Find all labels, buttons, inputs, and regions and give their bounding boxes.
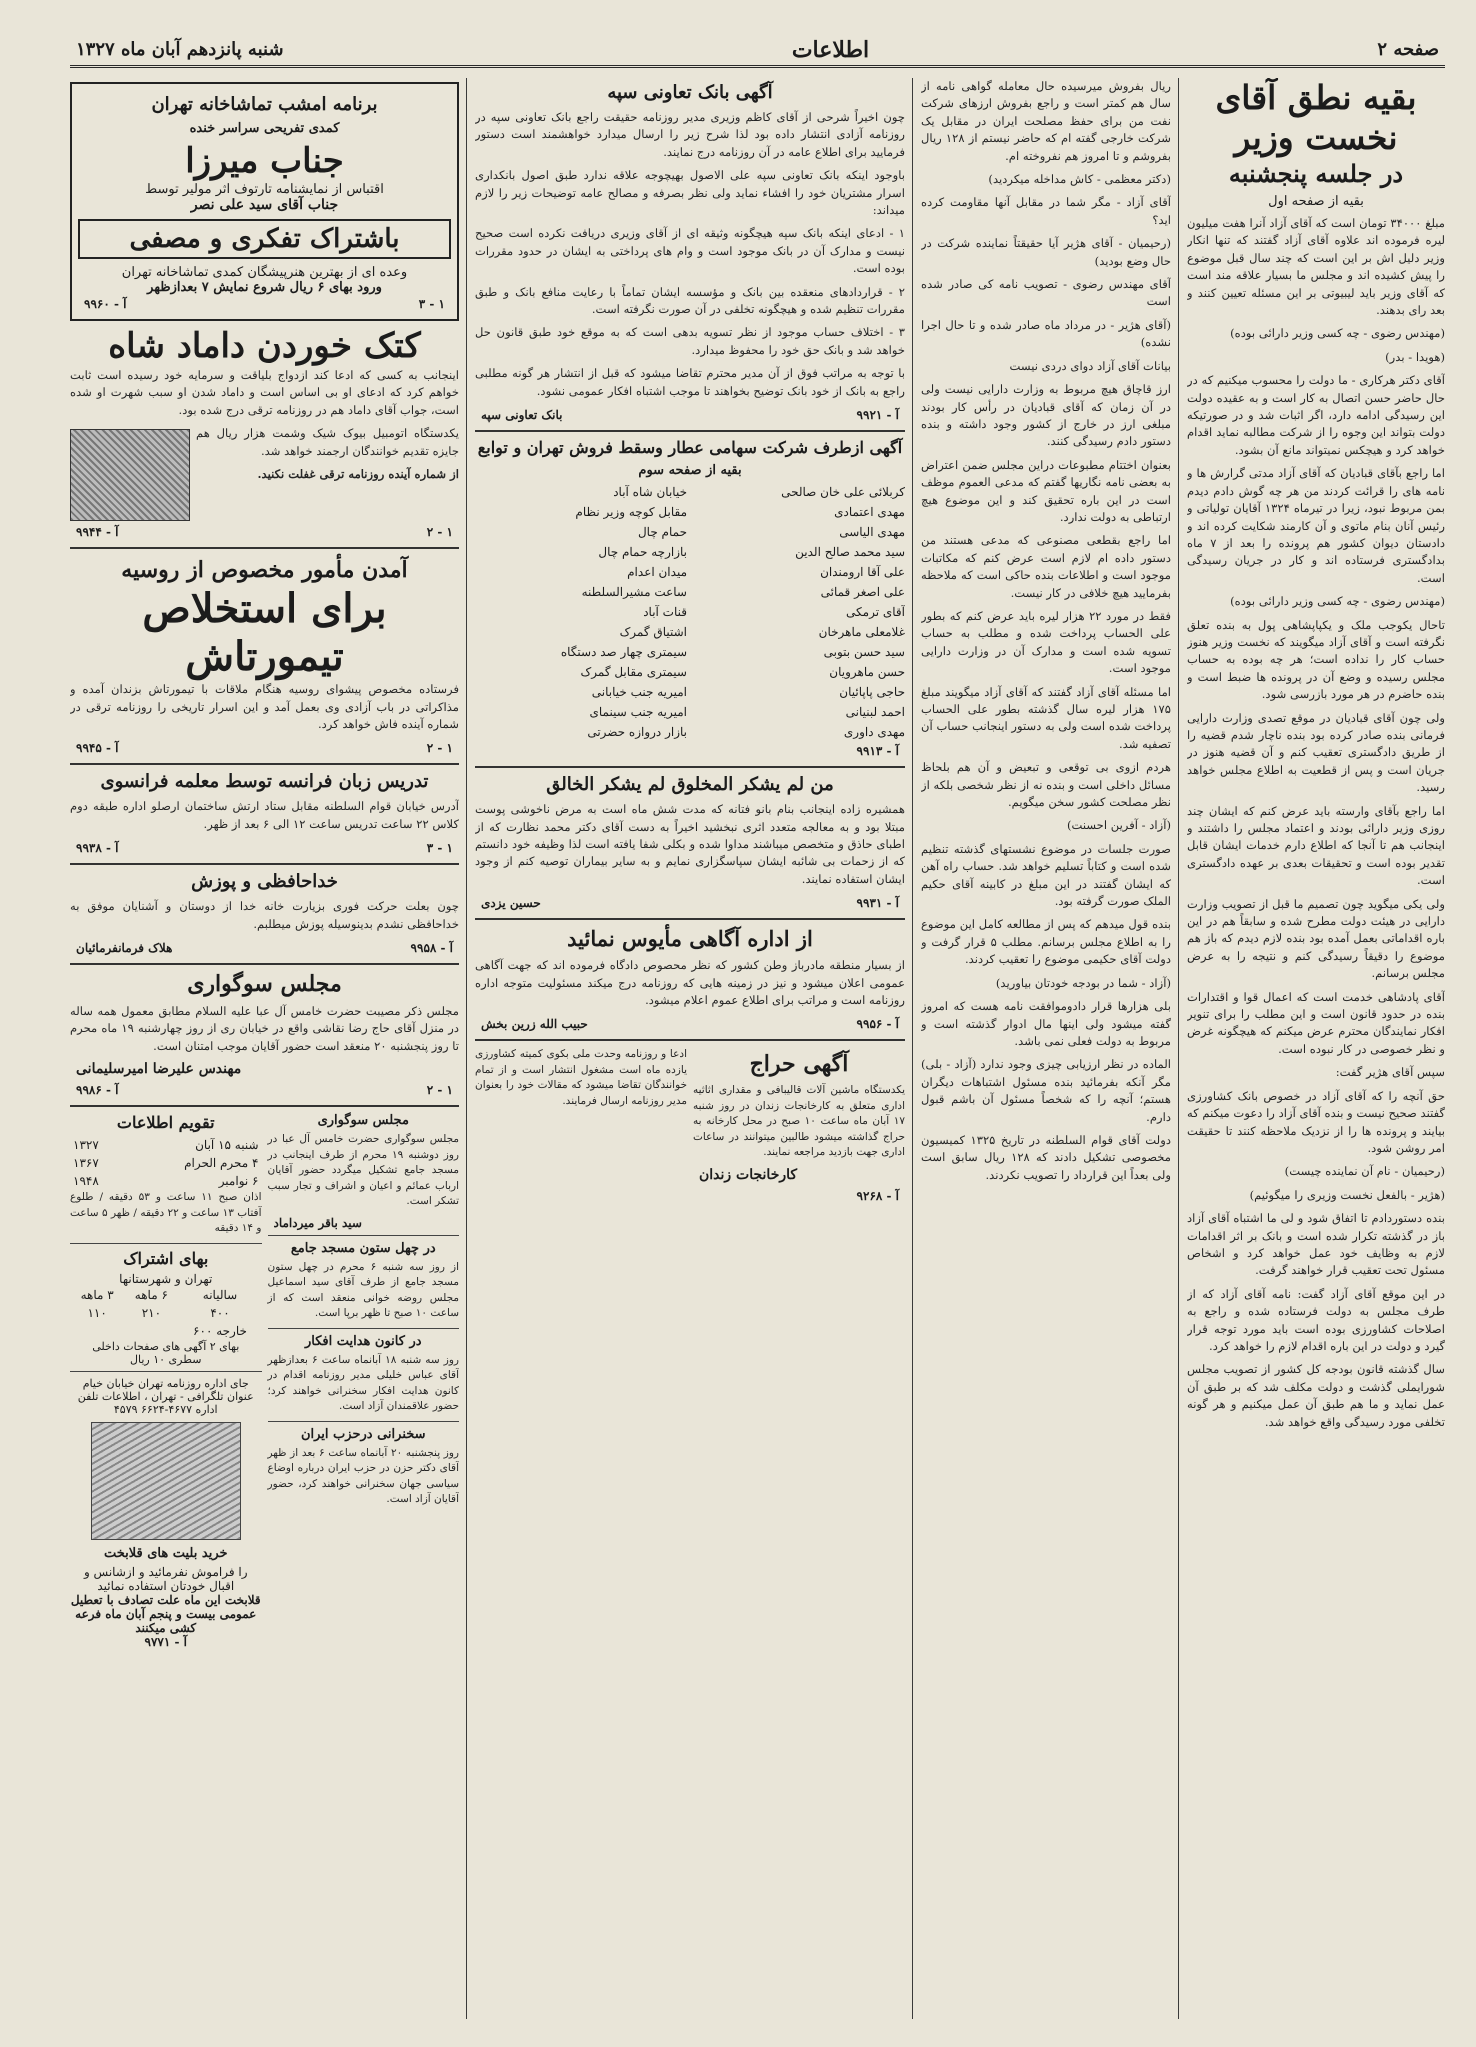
ticket-text: را فراموش نفرمائید و ازشانس و اقبال خودتان استفاده نمائید <box>83 1564 248 1593</box>
theater-ad-footer <box>78 295 451 313</box>
list-item: احمد لبنیانی <box>845 705 905 720</box>
shah-son-in-law-text3: از شماره آینده روزنامه ترقی غفلت نکنید. <box>257 467 459 482</box>
divider <box>70 1105 459 1107</box>
farewell-footer <box>70 939 459 957</box>
paragraph: ۲ - قراردادهای منعقده بین بانک و مؤسسه ایشان تماماً با رعایت منافع بانک و طبق مقررات تنظیم شده و هیچگونه تخلفی در آن صورت نگرفته است. <box>475 284 905 317</box>
newspaper-notice <box>475 1047 687 1205</box>
ad-code-left: ۱ - ۲ <box>426 1083 453 1098</box>
attar-ad-footer <box>475 742 905 760</box>
ad-code: آ - ۹۹۸۶ <box>76 1083 119 1098</box>
teymourtash-footer <box>70 739 459 757</box>
list-item: علی آقا ارومندان <box>820 565 905 580</box>
paragraph: چون اخیراً شرحی از آقای کاظم وزیری مدیر روزنامه حقیقت راجع بانک تعاونی سپه در روزنامه آزادی انتشار داده بود لذا شرح زیر را ارسال میدارد خواهشمند است دستور فرمایید برای اطلاع عامه در آن روزنامه درج نمایند. <box>475 110 905 159</box>
calendar-cell: شنبه ۱۵ آبان <box>195 1138 259 1153</box>
paragraph: بیانات آقای آزاد دوای دردی نیست <box>1009 358 1171 373</box>
ad-code: آ - ۹۹۶۰ <box>84 297 127 311</box>
mourning2-title: مجلس سوگواری <box>317 1113 409 1129</box>
list-item: مهدی داوری <box>843 725 905 740</box>
paragraph: (آقای هژیر - در مرداد ماه صادر شده و تا حال اجرا نشده) <box>921 317 1171 350</box>
divider <box>268 1235 460 1236</box>
column-speech-continued <box>921 78 1171 2019</box>
paragraph: آقای آزاد - مگر شما در مقابل آنها مقاومت کرده اید؟ <box>921 195 1171 227</box>
theater-ad-line2: جناب آقای سید علی نصر <box>190 197 339 213</box>
paragraph: سال گذشته قانون بودجه کل کشور از تصویب مجلس شورایملی گذشت و دولت مکلف شد که بر طبق آن عمل نماید و ما هم طبق آن عمل میکنیم و هر گونه تخلفی مورد رسیدگی واقع خواهد شد. <box>1187 1362 1445 1429</box>
mosque-text: از روز سه شنبه ۶ محرم در چهل ستون مسجد جامع از طرف آقای سید اسماعیل مجلس روضه خوانی منعقد است که از ساعت ۱۰ صبح تا ظهر برپا است. <box>267 1260 459 1320</box>
farewell-text: چون بعلت حرکت فوری بزیارت خانه خدا از دوستان و آشنایان موفق به خداحافظی نشدم بدینوسیله پوزش میطلبم. <box>70 899 459 931</box>
shah-ad-footer <box>70 523 459 541</box>
paragraph: بنده دستوردادم تا اتفاق شود و لی ما اشتباه آقای آزاد باز در گذشته تکرار شده است و بانک بر اثر اقدامات لازم به وظایف خود عمل خواهد کرد و اشخاص مسئول تحت تعقیب قرار خواهند گرفت. <box>1187 1211 1445 1278</box>
newspaper-notice-text: ادعا و روزنامه وحدت ملی بکوی کمیته کشاورزی یازده ماه است مشغول انتشار است و از تمام خوانندگان تقاضا میشود که مقالات خود را بعنوان مدیر روزنامه ارسال فرمایند. <box>475 1048 687 1107</box>
french-class-title: تدریس زبان فرانسه توسط معلمه فرانسوی <box>100 771 429 793</box>
calendar-extra: اذان صبح ۱۱ ساعت و ۵۳ دقیقه / طلوع آفتاب ۱۳ ساعت و ۲۲ دقیقه / ظهر ۵ ساعت و ۱۴ دقیقه <box>70 1191 262 1235</box>
price-header-cell: ۳ ماهه <box>80 1287 114 1302</box>
paragraph: ارز قاچاق هیچ مربوط به وزارت دارایی نیست ولی در آن زمان که آقای قبادیان در رأس کار بودند مبلغی ارز در خارج از کشور وجود داشته و بنده دستور دادم رسیدگی کنند. <box>921 382 1171 449</box>
paragraph: ولی چون آقای قبادیان در موقع تصدی وزارت دارایی فرمانی بنده صادر کرده بود بنده ناچار شدم قضیه را از طریق دادگستری تعقیب کنم و آن قضیه هنوز در جریان است و پس از قطعیت به اطلاع مجلس خواهد رسید. <box>1187 710 1445 795</box>
calendar-row <box>70 1172 262 1190</box>
list-item: کربلائی علی خان صالحی <box>781 485 905 500</box>
ad-code: آ - ۹۹۵۸ <box>410 941 453 956</box>
divider <box>268 1328 460 1329</box>
column-ads <box>70 78 459 2019</box>
ad-code: آ - ۹۹۳۸ <box>76 841 119 856</box>
calendar-cell: ۴ محرم الحرام <box>184 1156 259 1171</box>
theater-ad-line1: اقتباس از نمایشنامه تارتوف اثر مولیر توسط <box>145 182 384 197</box>
column-notices <box>475 78 905 2019</box>
teymourtash-text: فرستاده مخصوص پیشوای روسیه هنگام ملاقات با تیمورتاش بزندان آمده و مذاکراتی در باب آزادی وی بعمل آمد و این اسرار تاریخی را روزنامه ترقی در شماره آینده فاش خواهد کرد. <box>70 682 459 732</box>
list-item: غلامعلی ماهرخان <box>818 625 905 640</box>
issue-date: شنبه پانزدهم آبان ماه ۱۳۲۷ <box>76 39 284 60</box>
list-item: مهدی الیاسی <box>839 525 905 540</box>
price-cell: ۱۱۰ <box>87 1305 107 1320</box>
divider <box>475 1039 905 1041</box>
list-item: مهدی اعتمادی <box>834 505 905 520</box>
list-item: حاجی پاپائیان <box>839 685 905 700</box>
price-cell: ۴۰۰ <box>210 1305 230 1320</box>
paragraph: با توجه به مراتب فوق از آن مدیر محترم تقاضا میشود که قبل از انتشار هر گونه مطلبی راجع به بانک از خود بانک توضیح بخواهند تا موجب اشتباه افکار عمومی نشود. <box>475 366 905 398</box>
paragraph: سپس آقای هژیر گفت: <box>1335 1065 1445 1080</box>
column-divider <box>1178 78 1179 2019</box>
divider <box>475 766 905 768</box>
police-ad-footer <box>475 1015 905 1033</box>
list-item: امیریه جنب سینمای <box>589 705 687 720</box>
paragraph: اما مسئله آقای آزاد گفتند که آقای آزاد میگویند مبلغ ۱۷۵ هزار لیره سال گذشته بطور علی الحساب پرداخت شده است ولی به دستور اینجانب حساب آن تصفیه شد. <box>921 684 1171 751</box>
mourning-text: مجلس ذکر مصیبت حضرت خامس آل عبا علیه السلام مطابق معمول همه ساله در منزل آقای حاج رضا نقاشی واقع در خیابان ری از روز چهارشنبه ۱۹ ماه محرم تا روز پنجشنبه ۲۰ منعقد است حضور آقایان موجب امتنان است. <box>70 1004 459 1053</box>
auction-ad <box>693 1047 905 1205</box>
bottom-ads-right <box>268 1113 460 1649</box>
paragraph: (دکتر معظمی - کاش مداخله میکردید) <box>988 172 1171 187</box>
paragraph: دولت آقای قوام السلطنه در تاریخ ۱۳۲۵ کمیسیون مخصوصی تشکیل دادند که ۱۲۸ ریال سابق است ولی بعداً این قرارداد را تصویب نکردند. <box>921 1132 1171 1182</box>
price-note: بهای ۲ آگهی های صفحات داخلی <box>92 1339 240 1353</box>
ad-code-left: ۱ - ۲ <box>426 741 453 756</box>
russia-envoy-headline: آمدن مأمور مخصوص از روسیه <box>121 557 408 584</box>
paragraph: بنده قول میدهم که پس از مطالعه کامل این موضوع را به اطلاع مجلس برسانم. مطلب ۵ قرار گرفت و دولت آقای حکیمی موضوع را تعقیب کردند. <box>921 917 1171 967</box>
shah-son-in-law-text: اینجانب به کسی که ادعا کند ازدواج بلیاقت و سرمایه خود رسیده است ثابت خواهم کرد که ادعای او بی اساس است و داماد شدن او سبب شهرت او شده است، جواب آقای داماد هم در روزنامه ترقی درج شده بود. <box>70 368 459 417</box>
paragraph: باوجود اینکه بانک تعاونی سپه علی الاصول بهیچوجه علاقه ندارد طبق اصول بانکداری اسرار مشتریان خود را افشاء نماید ولی نظر بصرفه و مصالح عامه توضیحات زیر را لازم میداند: <box>475 168 905 218</box>
paragraph: فقط در مورد ۲۲ هزار لیره باید عرض کنم که بطور علی الحساب پرداخت شده و مطلب به حساب تسویه شده است و مدارک آن در وزارت دارایی موجود است. <box>921 608 1171 676</box>
paper-name: اطلاعات <box>791 36 870 63</box>
auction-ad-footer <box>693 1187 905 1205</box>
speech-subhead: در جلسه پنجشنبه <box>1228 159 1404 188</box>
list-item: سید محمد صالح الدین <box>795 545 905 560</box>
list-item: آقای ترمکی <box>846 605 905 620</box>
ad-code-left: ۱ - ۳ <box>426 841 453 856</box>
list-item: حسن ماهرویان <box>829 665 905 680</box>
theater-ad-line4: ورود بهای ۶ ریال شروع نمایش ۷ بعدازظهر <box>147 280 382 295</box>
ticket-code: آ - ۹۷۷۱ <box>144 1634 187 1649</box>
lecture-title: سخنرانی درحزب ایران <box>300 1426 426 1442</box>
paragraph: (هژیر - بالفعل نخست وزیری را میگوئیم) <box>1249 1187 1445 1202</box>
list-item: حمام چال <box>637 525 687 540</box>
paragraph: آقای پادشاهی خدمت است که اعمال قوا و اقتدارات بنده در حدود قانون است و این مطلب را برای تنویر افکار نمایندگان محترم عرض میکنم که هیچگونه غرض و نظر خصوصی در کار نبوده است. <box>1187 989 1445 1056</box>
calendar-row <box>70 1154 262 1172</box>
list-item: سید حسن بتوبی <box>823 645 905 660</box>
calendar-cell: ۱۹۴۸ <box>73 1174 99 1189</box>
paragraph: هردم ازوی بی توقعی و تبعیض و آن هم بلحاظ مسائل داخلی است و بنده نه از نظر شخصی بلکه از نظر مصلحت کشور سخن میگویم. <box>921 760 1171 810</box>
ad-code: آ - ۹۹۴۵ <box>76 741 119 756</box>
paragraph: اما راجع بآقای وارسته باید عرض کنم که ایشان چند روزی وزیر دارائی بودند و اعتماد مجلس را داشتند و اینجانب هم تا آنجا که اطلاع دارم خدمات ایشان قابل تقدیر بوده است و تحقیقات بعدی بر عهده دادگستری است. <box>1187 803 1445 888</box>
french-class-text: آدرس خیابان قوام السلطنه مقابل ستاد ارتش ساختمان ارصلو اداره طبقه دوم کلاس ۲۲ ساعت تدریس ساعت ۱۲ الی ۶ بعد از ظهر. <box>70 799 459 831</box>
paragraph: (رحیمیان - آقای هژیر آیا حقیقتاً نماینده شرکت در حال وضع بودید) <box>921 236 1171 268</box>
calendar-cell: ۱۳۶۷ <box>73 1156 99 1171</box>
divider <box>475 430 905 432</box>
theater-ad-banner: باشتراک تفکری و مصفی <box>78 219 451 259</box>
paragraph: ۳ - اختلاف حساب موجود از نظر تسویه بدهی است که به موقع خود طبق قانون حل خواهد شد و بانک حق خود را محفوظ میدارد. <box>475 325 905 357</box>
paragraph: (مهندس رضوی - چه کسی وزیر دارائی بوده) <box>1230 326 1445 341</box>
divider <box>70 1371 262 1372</box>
paragraph: صورت جلسات در موضوع نشستهای گذشته تنظیم شده است و کتاباً تسلیم خواهد شد. حساب راه آهن که ایشان گفتند در این مبلغ در کابینه آقای حکیم الملک صورت گرفته بود. <box>921 841 1171 909</box>
price-title: بهای اشتراک <box>123 1248 209 1268</box>
paragraph: ۱ - ادعای اینکه بانک سپه هیچگونه وثیقه ای از آقای وزیری دریافت نکرده است صحیح نیست و مدارک آن در بانک موجود است و وام های پرداختی به ایشان در حدود مقررات بوده است. <box>475 226 905 276</box>
price-note2: سطری ۱۰ ریال <box>130 1352 202 1366</box>
divider <box>70 1243 262 1244</box>
price-cell <box>124 1322 178 1340</box>
paragraph: در این موقع آقای آزاد گفت: نامه آقای آزاد که از طرف مجلس به دولت فرستاده شده و راجع به اصلاحات کشاورزی بوده است باید مورد توجه قرار گیرد و دولت در این باره اقدام لازم را خواهد کرد. <box>1187 1286 1445 1353</box>
paragraph: ولی یکی میگوید چون تصمیم ما قبل از تصویب وزارت دارایی در هیئت دولت مطرح شده و سابقاً هم در این باره اقداماتی بعمل آمده بود بنده لازم دیدم که باز هم موضوع را دقیقاً رسیدگی کنم و نتیجه را به عرض مجلس برسانم. <box>1187 896 1445 981</box>
paragraph: ریال بفروش میرسیده حال معامله گواهی نامه از سال هم کمتر است و راجع بفروش ارزهای شرکت نفت من برای حفظ مصلحت ایران در مقابل یک شرکت خارجی گفته ام که حاضر نیستم از ۱۲۸ ریال بفروشم و تا امروز هم نفروخته ام. <box>921 79 1171 163</box>
ad-code-left: ۱ - ۳ <box>418 297 445 311</box>
mourning2-signature: سید باقر میرداماد <box>273 1215 362 1230</box>
attar-company-list <box>475 482 905 742</box>
list-item: اشتیاق گمرک <box>619 625 687 640</box>
list-item: ساعت مشیرالسلطنه <box>581 585 687 600</box>
ticket-text2: قلابخت این ماه علت تصادف با تعطیل عمومی بیست و پنجم آبان ماه فرعه کشی میکنند <box>70 1592 261 1635</box>
paragraph: اما راجع بقطعی مصنوعی که مدعی هستند من دستور داده ام لازم است عرض کنم که مکاتبات موجود است و اطلاعات بنده حاکی است که ملاحظه بفرمایید هیچ خلافی در کار نیست. <box>921 533 1171 600</box>
page-label: صفحه ۲ <box>1377 39 1439 60</box>
column-divider <box>912 78 913 2019</box>
calendar-row <box>70 1136 262 1154</box>
ad-signature: حسین یزدی <box>481 896 541 911</box>
bottom-ads <box>70 1113 459 1649</box>
ad-code: آ - ۹۲۶۸ <box>856 1188 899 1203</box>
theater-ad <box>70 82 459 321</box>
ad-code: آ - ۹۹۱۳ <box>856 744 899 759</box>
divider <box>268 1421 460 1422</box>
lecture-text: روز پنجشنبه ۲۰ آبانماه ساعت ۶ بعد از ظهر آقای دکتر حزن در حزب ایران درباره اوضاع سیاسی جهان سخنرانی خواهند کرد، حضور آقایان آزاد است. <box>267 1446 459 1506</box>
list-item: سیمتری مقابل گمرک <box>580 665 687 680</box>
paragraph: (آزاد - آفرین احسنت) <box>1066 818 1171 833</box>
price-cell: ۲۱۰ <box>141 1305 162 1320</box>
price-cell: خارجه ۶۰۰ <box>193 1323 247 1338</box>
culture-text: روز سه شنبه ۱۸ آبانماه ساعت ۶ بعدازظهر آقای عباس خلیلی مدیر روزنامه اقدام در کانون هدایت افکار سخنرانی خواهند کرد؛ حضور علاقمندان آزاد است. <box>267 1353 459 1413</box>
teymourtash-headline: برای استخلاص تیمورتاش <box>142 585 387 681</box>
ticket-title: خرید بلیت های قلابخت <box>103 1545 228 1561</box>
divider <box>70 863 459 865</box>
paragraph: (هویدا - بدر) <box>1385 349 1445 364</box>
shah-son-in-law-headline: کتک خوردن داماد شاه <box>108 326 421 366</box>
car-illustration <box>70 429 190 521</box>
list-item: بازار دروازه حضرتی <box>587 725 687 740</box>
list-item: قنات آباد <box>643 605 687 620</box>
price-header-cell: ۶ ماهه <box>134 1287 168 1302</box>
mourning-title: مجلس سوگواری <box>187 971 342 998</box>
paragraph: (آزاد - شما در بودجه خودتان بیاورید) <box>995 975 1171 990</box>
gratitude-ad-text: همشیره زاده اینجانب بنام بانو فتانه که مدت شش ماه است به مرض ناخوشی پوست مبتلا بود و به معالجه متعدد اثری نبخشید اخیراً به دست آقای دکتر محمد نظارت که از اطبای حاذق و متخصص میباشند مداوا شده و بکلی شفا یافته است لذا وظیفه خود دانستم که از زحمات بی شائبه ایشان سپاسگزاری نمایم و به سایر بیماران توصیه کنم از وجود ایشان استفاده نمایند. <box>475 802 905 886</box>
calendar-table <box>70 1136 262 1190</box>
calendar-cell: ۶ نوامبر <box>218 1174 259 1189</box>
list-item: سیمتری چهار صد دستگاه <box>560 645 687 660</box>
masthead <box>70 34 1445 68</box>
shah-son-in-law-text2: یکدستگاه اتومبیل بیوک شیک وشمت هزار ریال هم جایزه تقدیم خوانندگان ارجمند خواهد شد. <box>196 426 459 458</box>
theater-ad-play-name: جناب میرزا <box>185 141 344 181</box>
lottery-illustration <box>91 1422 241 1540</box>
attar-company-ad-title: آگهی ازطرف شرکت سهامی عطار وسقط فروش تهران و توابع <box>477 438 903 458</box>
theater-ad-sub: کمدی تفریحی سراسر خنده <box>189 121 340 136</box>
farewell-title: خداحافظی و پوزش <box>191 871 338 893</box>
ad-code: آ - ۹۹۲۱ <box>856 408 899 423</box>
paragraph: (مهندس رضوی - چه کسی وزیر دارائی بوده) <box>1230 594 1445 609</box>
paragraph: اما راجع بآقای قبادیان که آقای آزاد مدتی گرارش ها و نامه های را قرائت کردند من هر چه گوش دادم دیدم بمن مربوط نبود، زیرا در تیرماه ۱۳۲۴ آقایان تولیاتی و رئیس آنان بنام ماتوی و آن کارمند شکایت کرده اند و دادستان دیوان کشور هم پرونده را بعد از ۷ ماه بدادگستری فرستاده اند و کار در جریان رسیدگی است. <box>1187 466 1445 585</box>
culture-title: در کانون هدایت افکار <box>304 1333 422 1349</box>
paragraph: آقای مهندس رضوی - تصویب نامه کی صادر شده است <box>921 277 1171 309</box>
column-divider <box>466 78 467 2019</box>
mourning-footer <box>70 1081 459 1099</box>
ad-code: آ - ۹۹۳۱ <box>856 896 899 911</box>
speech-body <box>1187 215 1445 1431</box>
divider <box>70 963 459 965</box>
price-row <box>70 1322 262 1340</box>
speech-kicker: بقیه از صفحه اول <box>1268 194 1364 209</box>
sepah-bank-ad-footer <box>475 406 905 424</box>
paragraph: الماده در نظر ارزیابی چیزی وجود ندارد (آزاد - بلی) مگر آنکه بفرمائید بنده مسئول اشتباهات دیگران هستم؛ آنچه را که شخصاً مسئول آن باشم قبول دارم. <box>921 1057 1171 1124</box>
speech-headline: بقیه نطق آقای نخست وزیر <box>1215 78 1417 157</box>
theater-ad-title: برنامه امشب تماشاخانه تهران <box>151 94 378 115</box>
calendar-title: تقویم اطلاعات <box>116 1113 215 1133</box>
bottom-notices <box>475 1047 905 1205</box>
french-class-footer <box>70 839 459 857</box>
address-text: عنوان تلگرافی - تهران ، اطلاعات تلفن اداره ۴۶۷۷-۶۶۲۴ ۴۵۷۹ <box>77 1389 254 1416</box>
mosque-title: در چهل ستون مسجد جامع <box>290 1240 436 1256</box>
list-item: امیریه جنب خیابانی <box>591 685 687 700</box>
address-title: جای اداره روزنامه تهران خیابان خیام <box>82 1376 249 1390</box>
auction-ad-text: یکدستگاه ماشین آلات قالیبافی و مقداری اثاثیه اداری متعلق به کارخانجات زندان در روز شنبه ۱۷ آبان ماه ساعت ۱۰ صبح در محل کارخانه به حراج گذاشته میشود طالبین میتوانند در ساعات اداری جهت بازدید مراجعه نمایند. <box>693 1084 905 1159</box>
list-item: بازارچه حمام چال <box>598 545 687 560</box>
attar-addresses-list <box>475 482 687 742</box>
attar-names-list <box>693 482 905 742</box>
paragraph: حق آنچه را که آقای آزاد در خصوص بانک کشاورزی گفتند صحیح نیست و بنده آقای آزاد را دعوت میکنم که بیایند و پرونده ها را از نزدیک ملاحظه کنند تا حقیقت امر روشن شود. <box>1187 1088 1445 1155</box>
calendar-cell: ۱۳۲۷ <box>73 1138 99 1153</box>
auction-ad-title: آگهی حراج <box>749 1051 849 1078</box>
attar-company-ad-subtitle: بقیه از صفحه سوم <box>638 463 742 479</box>
divider <box>70 547 459 549</box>
paragraph: بلی هزارها قرار دادوموافقت نامه هست که امروز گفته میشود ولی اینها مال ادوار گذشته است و مربوط به دولت فعلی نمی باشد. <box>921 999 1171 1048</box>
newspaper-page <box>70 34 1445 2019</box>
police-ad-text: از بسیار منطقه مادرباز وطن کشور که نظر محصوص دادگاه فرموده اند که جهت آگاهی عمومی اعلان میشود و نیز در زمینه هایی که روزنامه درج میکند مسئولیت متوجه اداره روزنامه است و مراتب برای اطلاع عموم اعلام میشود. <box>475 958 905 1007</box>
ad-code: آ - ۹۹۵۶ <box>856 1017 899 1032</box>
sepah-bank-ad-body <box>475 109 905 400</box>
list-item: میدان اعدام <box>627 565 687 580</box>
gratitude-ad-title: من لم یشکر المخلوق لم یشکر الخالق <box>546 774 834 796</box>
list-item: مقابل کوچه وزیر نظام <box>575 505 687 520</box>
mourning2-text: مجلس سوگواری حضرت خامس آل عبا در روز دوشنبه ۱۹ محرم از طرف اینجانب در مسجد جامع تشکیل میگردد حضور آقایان ارباب عمائم و اعیان و اشراف و تجار سبب تشکر است. <box>267 1133 459 1208</box>
sepah-bank-ad-title: آگهی بانک تعاونی سپه <box>607 82 773 103</box>
police-ad-title: از اداره آگاهی مأیوس نمائید <box>567 926 813 952</box>
auction-ad-signature: کارخانجات زندان <box>699 1166 798 1183</box>
paragraph: آقای دکتر هرکاری - ما دولت را محسوب میکنیم که در حال حاضر حسن اتصال به کار است و به عقیده دولت این رسیدگی ادامه دارد، اگر اثبات شد و در صورتیکه دولت بتواند این وجوه را از شرکت مطالبه نماید اقدام خواهد کرد و هیچکس نمیتواند مانع آن بشود. <box>1187 373 1445 457</box>
price-table <box>70 1286 262 1340</box>
price-sub: تهران و شهرستانها <box>119 1271 213 1286</box>
ad-signature: حبیب الله زرین بخش <box>481 1017 588 1032</box>
mourning-signature: مهندس علیرضا امیرسلیمانی <box>76 1061 242 1078</box>
gratitude-ad-footer <box>475 894 905 912</box>
column-speech <box>1187 78 1445 2019</box>
paragraph: تاحال یکوجب ملک و یکپاپشاهی پول به بنده تعلق نگرفته است و آقای آزاد میگویند که نخست وزیر هنوز حساب کار را نداده است؛ هر چه بوده به حساب مجلس رسیده و وضع آن در پرونده ها ضبط است و بنده حاضرم در هر مورد بازرسی شود. <box>1187 617 1445 702</box>
price-cell <box>70 1322 124 1340</box>
ad-signature: هلاک فرمانفرمائیان <box>76 941 173 956</box>
bottom-ads-left <box>70 1113 262 1649</box>
price-header-row <box>70 1286 262 1304</box>
price-row <box>70 1304 262 1322</box>
list-item: علی اصغر قمائی <box>820 585 905 600</box>
paragraph: بعنوان اختتام مطبوعات دراین مجلس ضمن اعتراض به بعضی نامه نگاریها گفتم که مدعی العموم موظف است در این باره تحقیق کند و این موضوع هیچ ارتباطی به دولت ندارد. <box>921 457 1171 524</box>
ad-code: آ - ۹۹۴۴ <box>76 525 119 540</box>
divider <box>70 763 459 765</box>
list-item: خیابان شاه آباد <box>613 485 687 500</box>
divider <box>475 918 905 920</box>
theater-ad-line3: وعده ای از بهترین هنرپیشگان کمدی تماشاخانه تهران <box>121 265 408 280</box>
price-header-cell: سالیانه <box>202 1287 238 1302</box>
speech-continued-body <box>921 78 1171 1184</box>
ad-signature: بانک تعاونی سپه <box>481 408 563 423</box>
paragraph: (رحیمیان - نام آن نماینده چیست) <box>1284 1164 1445 1179</box>
paragraph: مبلغ ۳۴۰۰۰ تومان است که آقای آزاد آنرا هفت میلیون لیره فرموده اند علاوه آقای آزاد گفتند که تنها انکار وزیر دلیل اش بر این است که چند سال قبل موضوع را پیش کشیده اند و مجلس ما بسیار علاقه مند است که آقای وزیر باید لیبیوتی بر این مسئله تعیین کنند و بعد رای بدهند. <box>1187 216 1445 318</box>
ad-code-left: ۱ - ۲ <box>426 525 453 540</box>
